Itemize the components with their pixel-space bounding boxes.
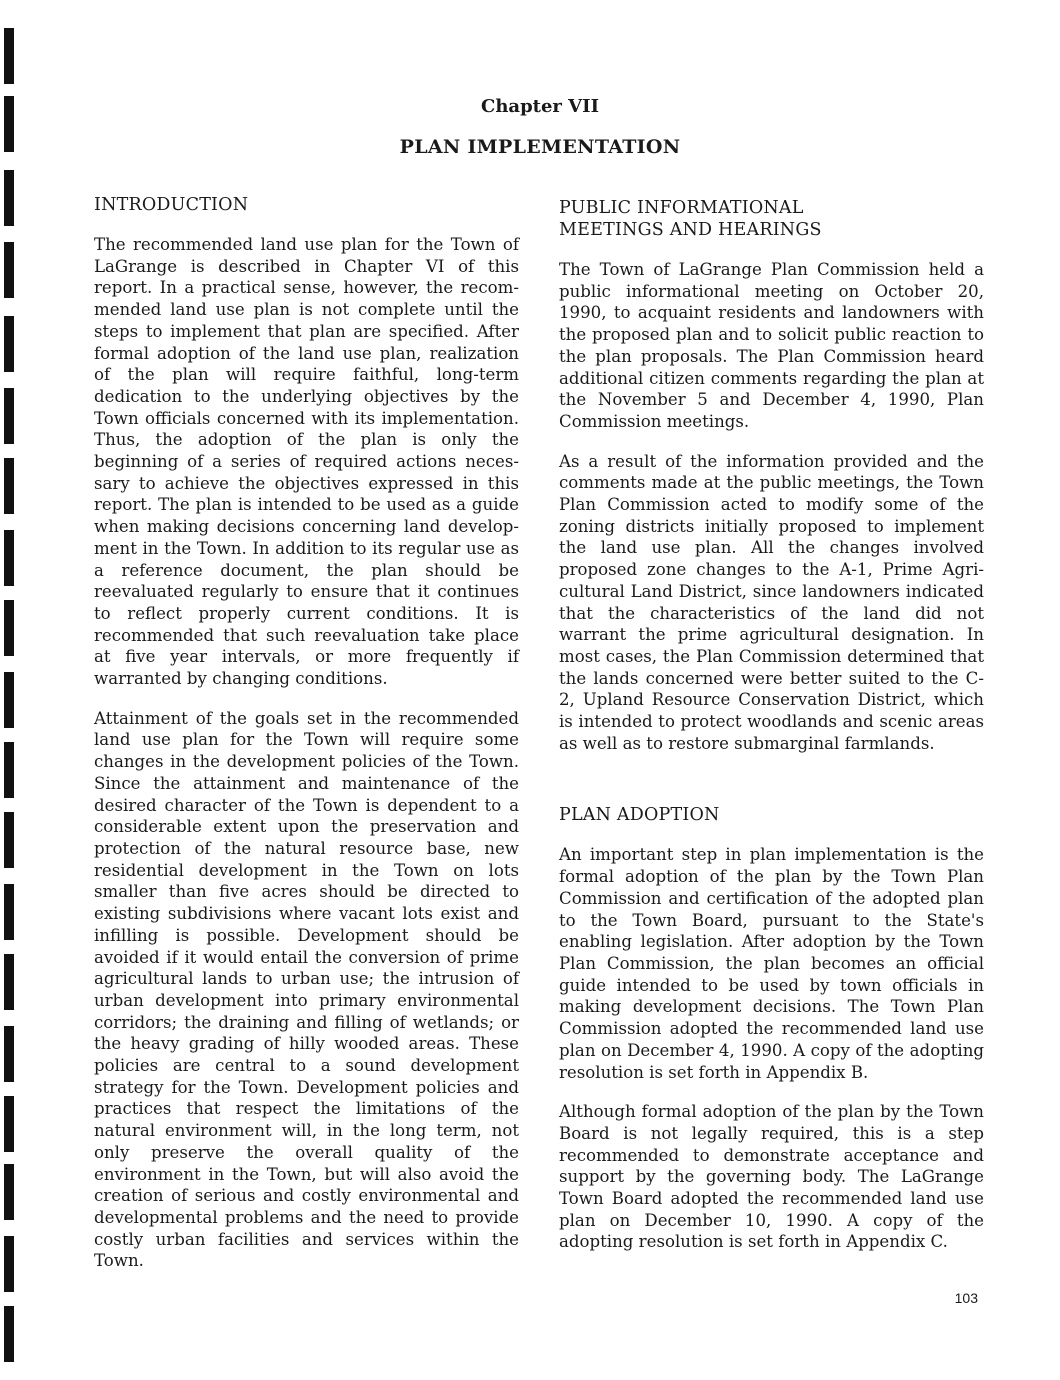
- binder-mark: [4, 1164, 14, 1220]
- binder-mark: [4, 388, 14, 444]
- binder-mark: [4, 316, 14, 372]
- binder-mark: [4, 170, 14, 226]
- binder-mark: [4, 600, 14, 656]
- public-meetings-heading: [559, 197, 984, 241]
- plan-adoption-paragraph: An important step in plan implementation is the formal adoption of the plan by the Town Plan Commission and certification of the adopted plan to the Town Board, pursuant to the State's enabling legislation. After adoption by the Town Plan Commission, the plan becomes an official guide intended to be used by town officials in making development decisions. The Town Plan Commission adopted the recommended land use plan on December 4, 1990. A copy of the adopting resolution is set forth in Appendix B.: [559, 845, 984, 1082]
- binder-mark: [4, 28, 14, 84]
- plan-adoption-heading: PLAN ADOPTION: [559, 805, 720, 826]
- public-meetings-heading-line1: PUBLIC INFORMATIONAL: [559, 198, 804, 218]
- plan-adoption-paragraph: Although formal adoption of the plan by the Town Board is not legally required, this is a step recommended to demonstrate acceptance and support by the governing body. The LaGrange Town Board adopted the recommended land use plan on December 10, 1990. A copy of the adopting resolution is set forth in Appendix C.: [559, 1102, 984, 1252]
- left-column: [94, 194, 519, 1290]
- introduction-paragraph: The recommended land use plan for the Town of LaGrange is described in Chapter VI of this report. In a practical sense, however, the recommended land use plan is not complete until the steps to implement that plan are specified. After formal adoption of the land use plan, realization of the plan will require faithful, long-term dedication to the underlying objectives by the Town officials concerned with its implementation. Thus, the adoption of the plan is only the beginning of a series of required actions necessary to achieve the objectives expressed in this report. The plan is intended to be used as a guide when making decisions concerning land development in the Town. In addition to its regular use as a reference document, the plan should be reevaluated regularly to ensure that it continues to reflect properly current conditions. It is recommended that such reevaluation take place at five year intervals, or more frequently if warranted by changing conditions.: [94, 235, 519, 689]
- introduction-heading: INTRODUCTION: [94, 195, 249, 215]
- binder-mark: [4, 1096, 14, 1152]
- binder-mark: [4, 530, 14, 586]
- introduction-paragraph: Attainment of the goals set in the recommended land use plan for the Town will require some changes in the development policies of the Town. Since the attainment and maintenance of the desired character of the Town is dependent to a considerable extent upon the preservation and protection of the natural resource base, new residential development in the Town on lots smaller than five acres should be directed to existing subdivisions where vacant lots exist and infilling is possible. Development should be avoided if it would entail the conversion of prime agricultural lands to urban use; the intrusion of urban development into primary environmental corridors; the draining and filling of wetlands; or the heavy grading of hilly wooded areas. These policies are central to a sound development strategy for the Town. Development policies and practices that respect the limitations of the natural environment will, in the long term, not only preserve the overall quality of the environment in the Town, but will also avoid the creation of serious and costly environmental and developmental problems and the need to provide costly urban facilities and services within the Town.: [94, 708, 519, 1271]
- public-meetings-heading-line2: MEETINGS AND HEARINGS: [559, 220, 822, 240]
- page-number: 103: [954, 1290, 978, 1306]
- binder-mark: [4, 672, 14, 728]
- binder-mark: [4, 742, 14, 798]
- public-meetings-paragraph: As a result of the information provided and the comments made at the public meetings, the Town Plan Commission acted to modify some of the zoning districts initially proposed to implement the land use plan. All the changes involved proposed zone changes to the A-1, Prime Agricultural Land District, since landowners indicated that the characteristics of the land did not warrant the prime agricultural designation. In most cases, the Plan Commission determined that the lands concerned were better suited to the C-2, Upland Resource Conservation District, which is intended to protect woodlands and scenic areas as well as to restore submarginal farmlands.: [559, 451, 984, 753]
- binder-mark: [4, 1026, 14, 1082]
- binder-mark: [4, 812, 14, 868]
- right-column: [559, 197, 984, 1271]
- page-title: PLAN IMPLEMENTATION: [399, 136, 681, 158]
- binder-mark: [4, 1236, 14, 1292]
- chapter-label: Chapter VII: [481, 96, 599, 117]
- binder-mark: [4, 242, 14, 298]
- public-meetings-paragraph: The Town of LaGrange Plan Commission held a public informational meeting on October 20, 1990, to acquaint residents and landowners with the proposed plan and to solicit public reaction to the plan proposals. The Plan Commission heard additional citizen comments regarding the plan at the November 5 and December 4, 1990, Plan Commission meetings.: [559, 260, 984, 431]
- binder-mark: [4, 1306, 14, 1362]
- binder-mark: [4, 884, 14, 940]
- binder-mark: [4, 954, 14, 1010]
- binder-mark: [4, 458, 14, 514]
- binder-hole-marks: [0, 0, 20, 1380]
